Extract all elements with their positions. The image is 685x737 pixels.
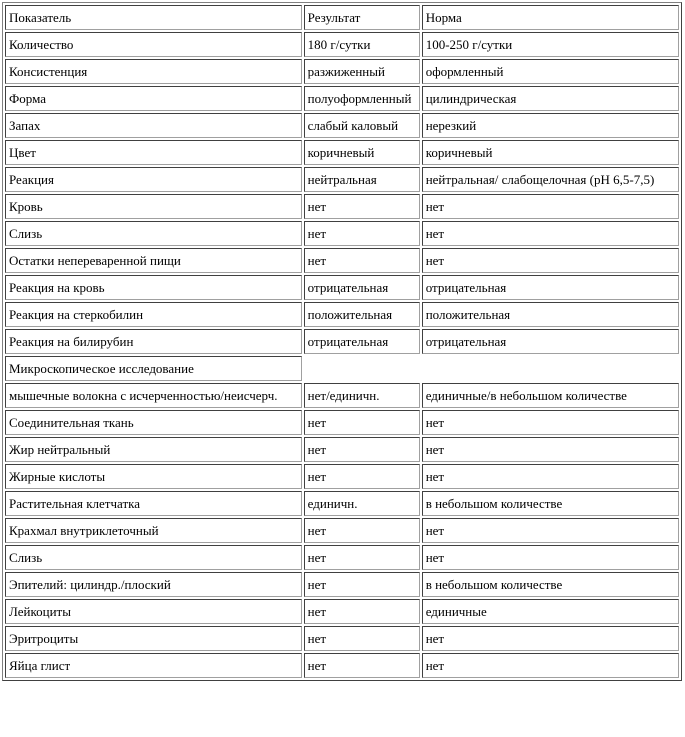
result-cell: отрицательная [304, 329, 420, 354]
table-row [5, 194, 679, 219]
table-row [5, 599, 679, 624]
result-cell: нет [304, 653, 420, 678]
table-row [5, 545, 679, 570]
table-row [5, 491, 679, 516]
table-row [5, 302, 679, 327]
table-row [5, 140, 679, 165]
result-cell: нейтральная [304, 167, 420, 192]
result-cell: 180 г/сутки [304, 32, 420, 57]
table-row [5, 518, 679, 543]
indicator-cell: Жирные кислоты [5, 464, 302, 489]
norm-cell: нет [422, 410, 679, 435]
indicator-cell: Лейкоциты [5, 599, 302, 624]
result-cell: нет [304, 248, 420, 273]
table-row [5, 113, 679, 138]
table-row [5, 653, 679, 678]
indicator-cell: Слизь [5, 545, 302, 570]
table-row [5, 86, 679, 111]
indicator-cell: Реакция на кровь [5, 275, 302, 300]
norm-cell: 100-250 г/сутки [422, 32, 679, 57]
result-cell: нет [304, 572, 420, 597]
indicator-cell: Остатки непереваренной пищи [5, 248, 302, 273]
norm-cell: нет [422, 194, 679, 219]
result-cell: коричневый [304, 140, 420, 165]
section-title: Микроскопическое исследование [5, 356, 302, 381]
result-cell: нет [304, 194, 420, 219]
table-row [5, 437, 679, 462]
table-row [5, 32, 679, 57]
indicator-cell: Эритроциты [5, 626, 302, 651]
result-cell: нет [304, 626, 420, 651]
table-row [5, 221, 679, 246]
norm-cell: в небольшом количестве [422, 491, 679, 516]
table-row [5, 626, 679, 651]
result-cell: нет [304, 518, 420, 543]
norm-cell: в небольшом количестве [422, 572, 679, 597]
indicator-cell: Жир нейтральный [5, 437, 302, 462]
table-row [5, 167, 679, 192]
norm-cell: оформленный [422, 59, 679, 84]
indicator-cell: Консистенция [5, 59, 302, 84]
indicator-cell: Крахмал внутриклеточный [5, 518, 302, 543]
indicator-cell: Реакция на билирубин [5, 329, 302, 354]
header-row [5, 5, 679, 30]
norm-cell: нет [422, 248, 679, 273]
indicator-cell: Растительная клетчатка [5, 491, 302, 516]
result-cell: слабый каловый [304, 113, 420, 138]
table-row [5, 410, 679, 435]
norm-cell: отрицательная [422, 275, 679, 300]
table-row [5, 248, 679, 273]
norm-cell: нейтральная/ слабощелочная (pH 6,5-7,5) [422, 167, 679, 192]
table-row [5, 59, 679, 84]
indicator-cell: Эпителий: цилиндр./плоский [5, 572, 302, 597]
norm-cell: положительная [422, 302, 679, 327]
result-cell: нет [304, 410, 420, 435]
result-cell: нет [304, 221, 420, 246]
norm-cell: нет [422, 653, 679, 678]
result-cell: полуоформленный [304, 86, 420, 111]
norm-cell: коричневый [422, 140, 679, 165]
results-table-body [5, 5, 679, 678]
table-row [5, 464, 679, 489]
result-cell: единичн. [304, 491, 420, 516]
header-indicator: Показатель [5, 5, 302, 30]
indicator-cell: Количество [5, 32, 302, 57]
header-result: Результат [304, 5, 420, 30]
norm-cell: цилиндрическая [422, 86, 679, 111]
indicator-cell: Форма [5, 86, 302, 111]
norm-cell: нет [422, 626, 679, 651]
table-row [5, 572, 679, 597]
section-spacer [304, 356, 679, 381]
norm-cell: отрицательная [422, 329, 679, 354]
table-row [5, 329, 679, 354]
indicator-cell: мышечные волокна с исчерченностью/неисчерч. [5, 383, 302, 408]
indicator-cell: Яйца глист [5, 653, 302, 678]
result-cell: нет [304, 599, 420, 624]
result-cell: нет [304, 464, 420, 489]
indicator-cell: Реакция на стеркобилин [5, 302, 302, 327]
result-cell: нет [304, 437, 420, 462]
indicator-cell: Слизь [5, 221, 302, 246]
table-row [5, 275, 679, 300]
norm-cell: нет [422, 518, 679, 543]
result-cell: отрицательная [304, 275, 420, 300]
result-cell: положительная [304, 302, 420, 327]
indicator-cell: Реакция [5, 167, 302, 192]
result-cell: разжиженный [304, 59, 420, 84]
indicator-cell: Соединительная ткань [5, 410, 302, 435]
header-norm: Норма [422, 5, 679, 30]
norm-cell: нерезкий [422, 113, 679, 138]
norm-cell: нет [422, 221, 679, 246]
table-row [5, 383, 679, 408]
result-cell: нет/единичн. [304, 383, 420, 408]
section-row [5, 356, 679, 381]
indicator-cell: Запах [5, 113, 302, 138]
norm-cell: нет [422, 545, 679, 570]
norm-cell: нет [422, 437, 679, 462]
norm-cell: единичные/в небольшом количестве [422, 383, 679, 408]
results-table [2, 2, 682, 681]
result-cell: нет [304, 545, 420, 570]
norm-cell: единичные [422, 599, 679, 624]
indicator-cell: Кровь [5, 194, 302, 219]
indicator-cell: Цвет [5, 140, 302, 165]
norm-cell: нет [422, 464, 679, 489]
